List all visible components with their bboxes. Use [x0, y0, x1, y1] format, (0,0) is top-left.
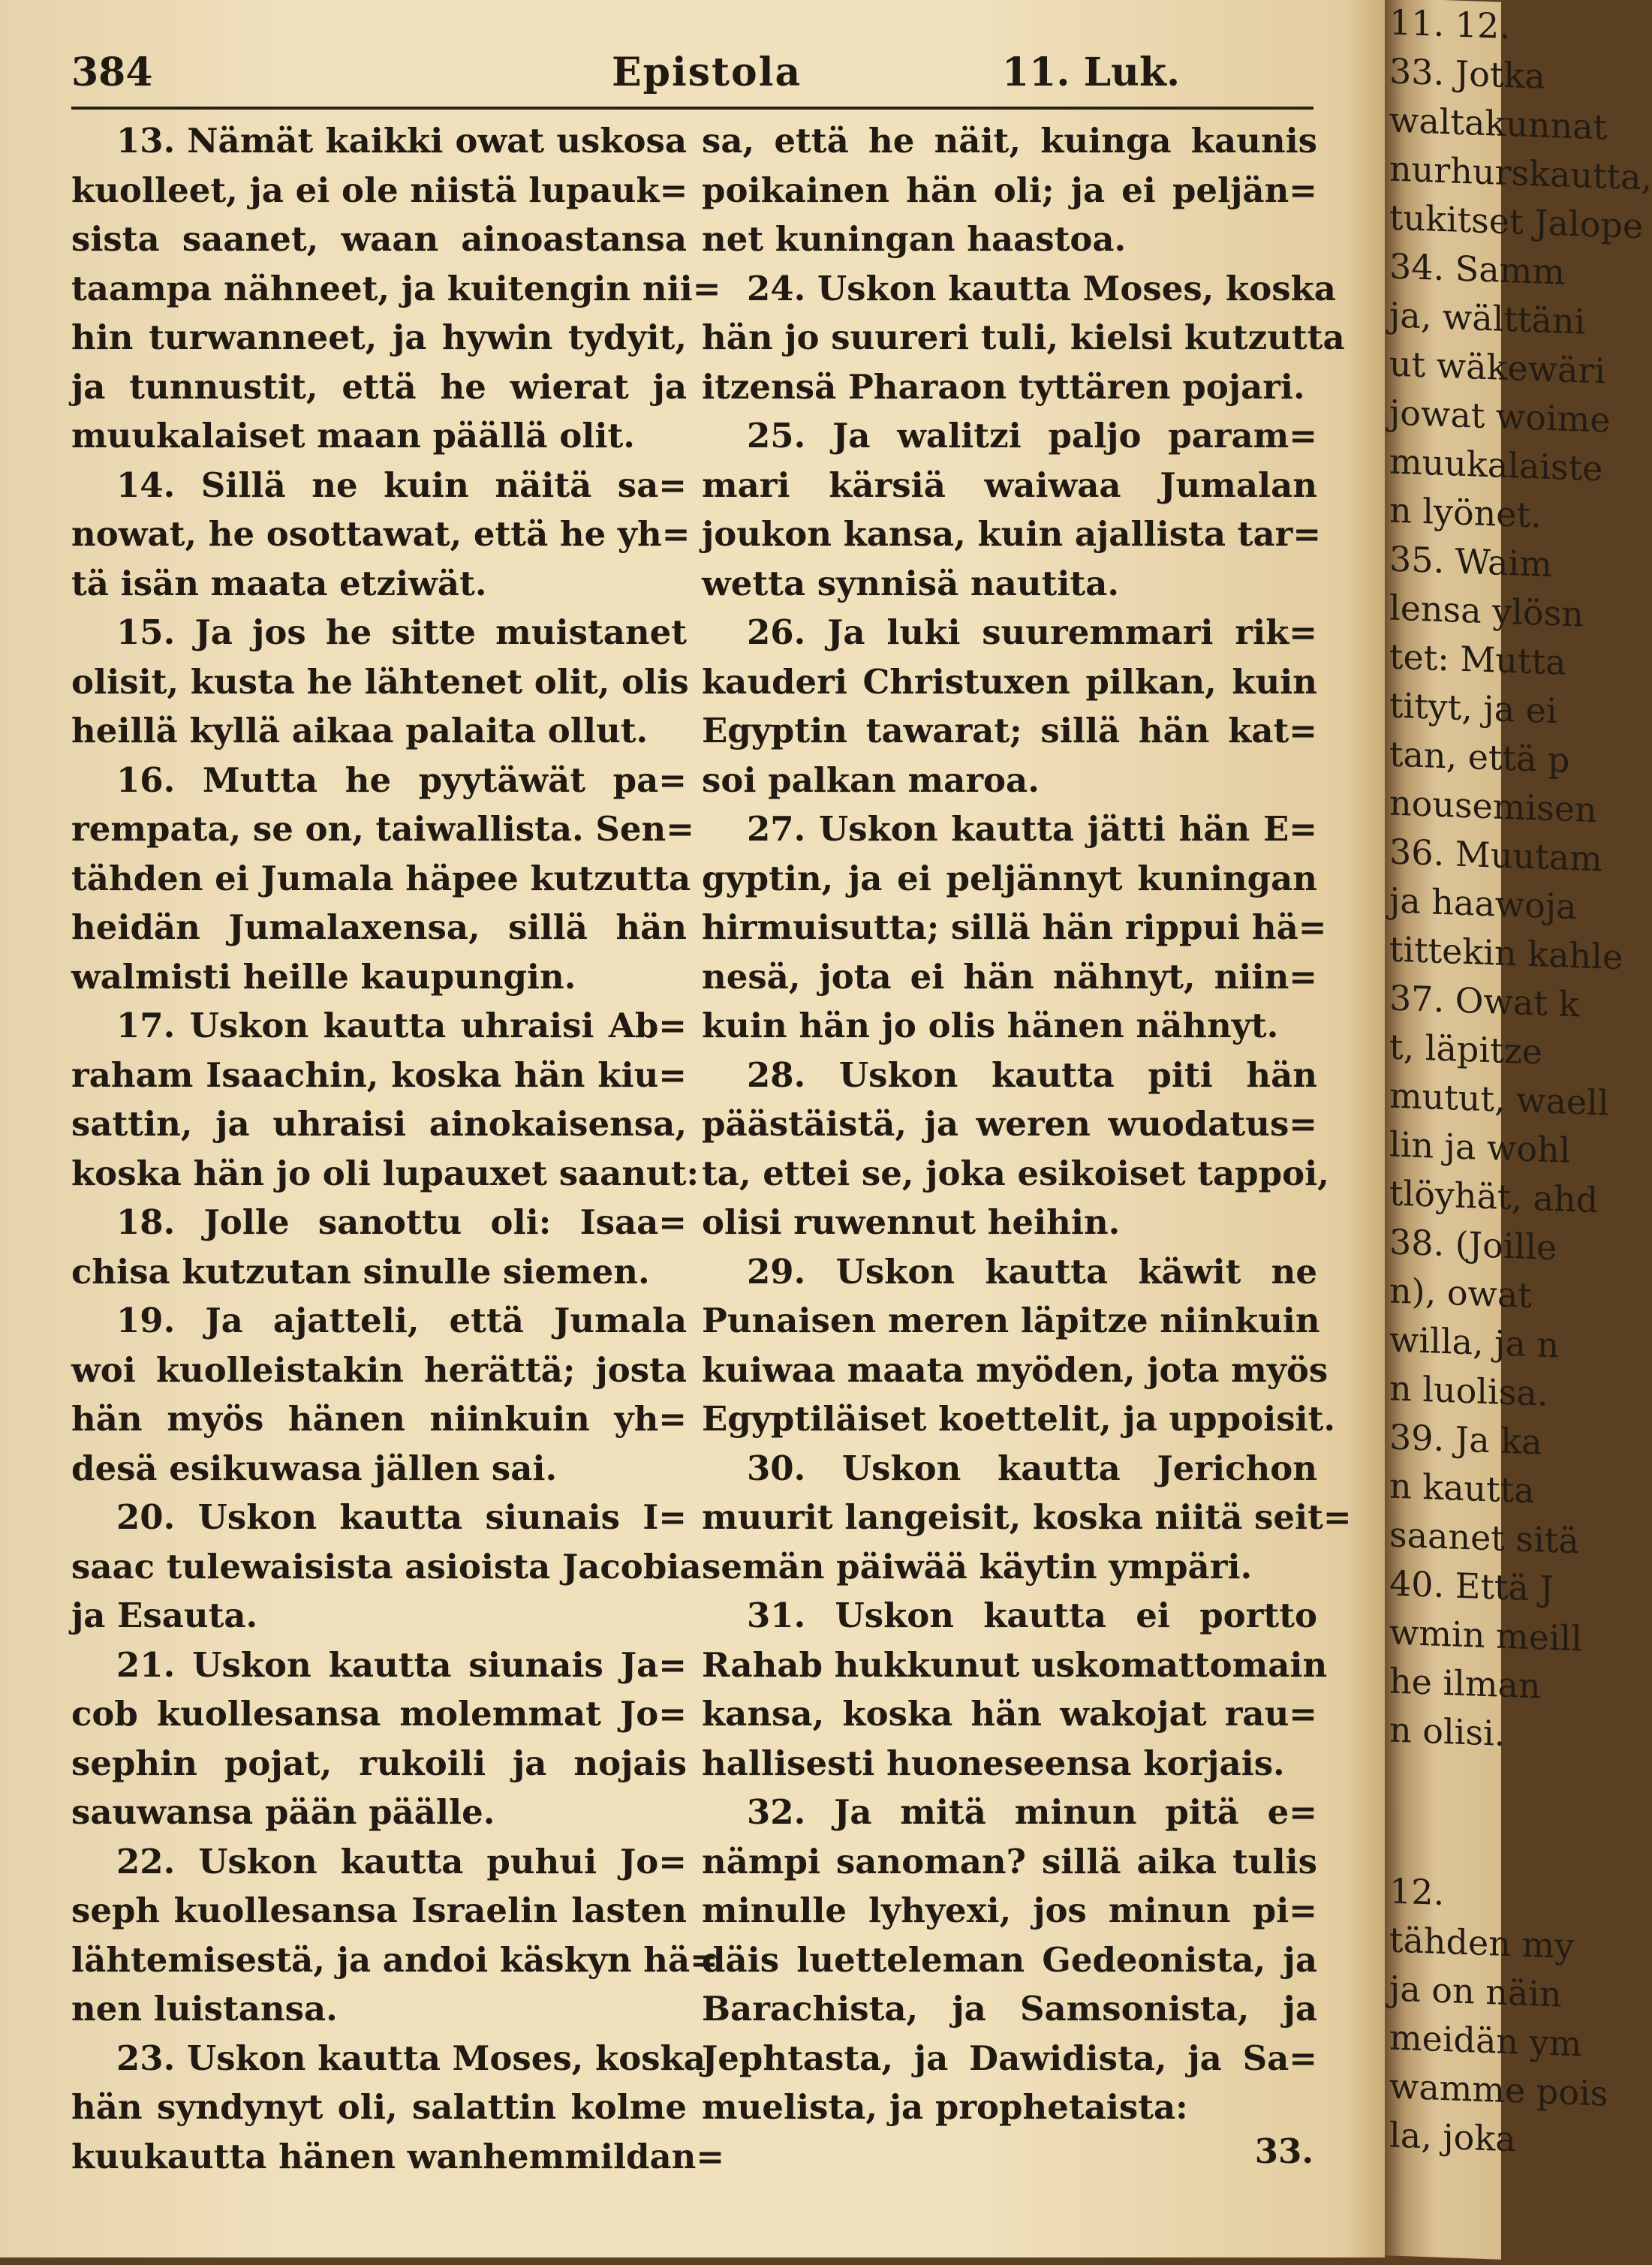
right-text-column	[702, 116, 1352, 2132]
text-line: kuolleet, ja ei ole niistä lupauk=	[71, 170, 688, 210]
facing-line-fragment: ja, wälttäni	[1389, 294, 1586, 342]
facing-line-fragment: he ilman	[1389, 1660, 1541, 1707]
facing-line-fragment: wmin meill	[1389, 1611, 1582, 1659]
text-line: däis luetteleman Gedeonista, ja	[702, 1939, 1317, 1980]
text-line: hirmuisutta; sillä hän rippui hä=	[702, 907, 1327, 947]
text-line: 24. Uskon kautta Moses, koska	[747, 268, 1336, 308]
page-header	[71, 44, 1310, 104]
text-line: walmisti heille kaupungin.	[71, 956, 576, 997]
facing-line-fragment: tityt, ja ei	[1389, 684, 1557, 732]
text-line: rempata, se on, taiwallista. Sen=	[71, 809, 694, 849]
text-line: sephin pojat, rukoili ja nojais	[71, 1743, 687, 1783]
facing-line-fragment: 39. Ja ka	[1389, 1416, 1542, 1463]
text-line: semän päiwää käytin ympäri.	[702, 1546, 1253, 1587]
catchword: 33.	[1254, 2131, 1313, 2171]
text-line: seph kuollesansa Israelin lasten	[71, 1891, 687, 1930]
facing-line-fragment: ja on näin	[1389, 1968, 1562, 2015]
facing-line-fragment: n luolisa.	[1389, 1367, 1548, 1414]
facing-line-fragment: tet: Mutta	[1389, 636, 1566, 683]
facing-line-fragment: nousemisen	[1389, 782, 1597, 831]
text-line: 14. Sillä ne kuin näitä sa=	[116, 465, 687, 505]
text-line: muukalaiset maan päällä olit.	[71, 416, 635, 456]
text-line: päästäistä, ja weren wuodatus=	[702, 1104, 1317, 1144]
facing-line-fragment: muukalaiste	[1389, 441, 1603, 489]
text-line: chisa kutzutan sinulle siemen.	[71, 1251, 650, 1292]
facing-line-fragment: wamme pois	[1389, 2065, 1608, 2114]
text-line: 27. Uskon kautta jätti hän E=	[747, 809, 1317, 849]
facing-line-fragment: lensa ylösn	[1389, 587, 1584, 635]
text-line: olisi ruwennut heihin.	[702, 1202, 1121, 1242]
facing-line-fragment: tan, että p	[1389, 733, 1570, 781]
text-line: 28. Uskon kautta piti hän	[747, 1054, 1317, 1095]
text-line: Egyptin tawarat; sillä hän kat=	[702, 711, 1317, 750]
facing-line-fragment: 35. Waim	[1389, 538, 1552, 585]
text-line: 16. Mutta he pyytäwät pa=	[116, 760, 687, 800]
facing-line-fragment: waltakunnat	[1389, 99, 1608, 148]
text-line: gyptin, ja ei peljännyt kuningan	[702, 858, 1317, 898]
text-line: 23. Uskon kautta Moses, koska	[116, 2038, 706, 2078]
text-line: kauderi Christuxen pilkan, kuin	[702, 661, 1317, 702]
facing-line-fragment: jowat woime	[1389, 392, 1611, 441]
facing-line-fragment: meidän ym	[1389, 2017, 1582, 2065]
text-line: kuukautta hänen wanhemmildan=	[71, 2136, 725, 2176]
text-line: taampa nähneet, ja kuitengin nii=	[71, 268, 721, 308]
facing-line-fragment: willa, ja n	[1389, 1319, 1560, 1366]
text-line: 31. Uskon kautta ei portto	[747, 1596, 1317, 1635]
facing-line-fragment: 38. (Joille	[1389, 1221, 1557, 1268]
text-line: mari kärsiä waiwaa Jumalan	[702, 465, 1317, 505]
facing-line-fragment: t, läpitze	[1389, 1026, 1542, 1072]
text-line: hän syndynyt oli, salattin kolme	[71, 2087, 687, 2127]
text-line: saac tulewaisista asioista Jacobia	[71, 1546, 702, 1587]
facing-line-fragment: tlöyhät, ahd	[1389, 1172, 1599, 1221]
facing-gap	[1385, 1754, 1501, 1870]
text-line: Barachista, ja Samsonista, ja	[702, 1989, 1317, 2029]
text-line: hallisesti huoneseensa korjais.	[702, 1743, 1285, 1783]
text-line: 18. Jolle sanottu oli: Isaa=	[116, 1202, 687, 1242]
text-line: ja Esauta.	[71, 1596, 258, 1635]
text-line: 26. Ja luki suuremmari rik=	[747, 612, 1317, 652]
text-line: 22. Uskon kautta puhui Jo=	[116, 1841, 687, 1881]
text-line: nen luistansa.	[71, 1989, 338, 2029]
running-title: Epistola	[612, 50, 802, 95]
text-line: joukon kansa, kuin ajallista tar=	[702, 514, 1322, 554]
text-line: nowat, he osottawat, että he yh=	[71, 514, 691, 554]
facing-line-fragment: 36. Muutam	[1389, 831, 1602, 880]
text-line: itzensä Pharaon tyttären pojari.	[702, 366, 1305, 407]
text-line: Punaisen meren läpitze niinkuin	[702, 1301, 1320, 1340]
text-line: wetta synnisä nautita.	[702, 563, 1120, 603]
text-line: lähtemisestä, ja andoi käskyn hä=	[71, 1939, 718, 1980]
facing-line-fragment: saanet sitä	[1389, 1514, 1579, 1562]
text-line: net kuningan haastoa.	[702, 219, 1127, 259]
facing-line-fragment: lin ja wohl	[1389, 1123, 1571, 1171]
text-line: Rahab hukkunut uskomattomain	[702, 1644, 1328, 1685]
facing-line-fragment: 11. 12.	[1389, 2, 1510, 47]
text-line: raham Isaachin, koska hän kiu=	[71, 1054, 687, 1095]
facing-page-edge	[1385, 0, 1652, 2260]
header-rule	[71, 107, 1313, 110]
facing-line-fragment: 40. Että J	[1389, 1563, 1554, 1610]
text-line: olisit, kusta he lähtenet olit, olis	[71, 661, 689, 702]
text-line: sa, että he näit, kuinga kaunis	[702, 121, 1317, 161]
facing-line-fragment: tukitset Jalope	[1389, 197, 1644, 247]
facing-line-fragment: tittekin kahle	[1389, 928, 1623, 978]
text-line: hin turwanneet, ja hywin tydyit,	[71, 317, 687, 357]
text-line: muurit langeisit, koska niitä seit=	[702, 1497, 1352, 1537]
text-line: woi kuolleistakin herättä; josta	[71, 1349, 687, 1390]
facing-line-fragment: 33. Jotka	[1389, 50, 1545, 97]
page-number: 384	[71, 50, 153, 95]
left-text-column	[71, 116, 725, 2181]
facing-line-fragment: 12.	[1389, 1870, 1445, 1914]
text-line: soi palkan maroa.	[702, 760, 1040, 800]
chapter-label: 11. Luk.	[1002, 50, 1181, 95]
text-line: poikainen hän oli; ja ei peljän=	[702, 170, 1317, 210]
text-line: ja tunnustit, että he wierat ja	[71, 366, 687, 407]
text-line: heidän Jumalaxensa, sillä hän	[71, 907, 687, 947]
text-line: ta, ettei se, joka esikoiset tappoi,	[702, 1153, 1329, 1193]
text-line: sauwansa pään päälle.	[71, 1792, 495, 1832]
text-line: 13. Nämät kaikki owat uskosa	[116, 121, 687, 161]
text-line: Egyptiläiset koettelit, ja uppoisit.	[702, 1399, 1336, 1439]
facing-line-fragment: n olisi.	[1389, 1709, 1506, 1754]
text-line: kansa, koska hän wakojat rau=	[702, 1694, 1317, 1734]
text-line: sattin, ja uhraisi ainokaisensa,	[71, 1104, 687, 1144]
text-line: heillä kyllä aikaa palaita ollut.	[71, 711, 648, 750]
text-line: 30. Uskon kautta Jerichon	[747, 1448, 1317, 1488]
text-line: 25. Ja walitzi paljo param=	[747, 416, 1317, 456]
text-line: kuin hän jo olis hänen nähnyt.	[702, 1006, 1279, 1045]
text-line: 21. Uskon kautta siunais Ja=	[116, 1644, 687, 1685]
text-line: hän myös hänen niinkuin yh=	[71, 1399, 687, 1439]
text-line: sista saanet, waan ainoastansa	[71, 219, 687, 259]
facing-line-fragment: n), owat	[1389, 1270, 1532, 1316]
facing-line-fragment: ja haawoja	[1389, 880, 1577, 928]
text-line: 15. Ja jos he sitte muistanet	[116, 612, 687, 652]
facing-line-fragment: la, joka	[1389, 2114, 1516, 2160]
text-line: minulle lyhyexi, jos minun pi=	[702, 1891, 1317, 1930]
text-line: 29. Uskon kautta käwit ne	[747, 1251, 1317, 1292]
facing-line-fragment: n lyönet.	[1389, 489, 1542, 536]
text-line: desä esikuwasa jällen sai.	[71, 1448, 558, 1488]
facing-line-fragment: n kautta	[1389, 1465, 1535, 1512]
text-line: 19. Ja ajatteli, että Jumala	[116, 1301, 687, 1340]
text-line: muelista, ja prophetaista:	[702, 2087, 1188, 2127]
facing-line-fragment: ut wäkewäri	[1389, 343, 1606, 392]
text-line: 20. Uskon kautta siunais I=	[116, 1497, 687, 1537]
text-line: 32. Ja mitä minun pitä e=	[747, 1792, 1317, 1832]
text-line: nämpi sanoman? sillä aika tulis	[702, 1841, 1317, 1881]
text-line: tähden ei Jumala häpee kutzutta	[71, 858, 691, 898]
text-line: cob kuollesansa molemmat Jo=	[71, 1694, 687, 1734]
text-line: kuiwaa maata myöden, jota myös	[702, 1349, 1329, 1390]
text-line: 17. Uskon kautta uhraisi Ab=	[116, 1006, 687, 1045]
facing-line-fragment: 34. Samm	[1389, 245, 1565, 293]
text-line: tä isän maata etziwät.	[71, 563, 487, 603]
text-line: hän jo suureri tuli, kielsi kutzutta	[702, 317, 1345, 357]
facing-line-fragment: tähden my	[1389, 1919, 1575, 1967]
facing-line-fragment: nurhurskautta,	[1389, 148, 1652, 198]
facing-line-fragment: 37. Owat k	[1389, 977, 1580, 1025]
text-line: koska hän jo oli lupauxet saanut:	[71, 1153, 700, 1193]
facing-line-fragment: mutut, waell	[1389, 1075, 1609, 1123]
text-line: Jephtasta, ja Dawidista, ja Sa=	[702, 2038, 1317, 2078]
text-line: nesä, jota ei hän nähnyt, niin=	[702, 956, 1317, 997]
